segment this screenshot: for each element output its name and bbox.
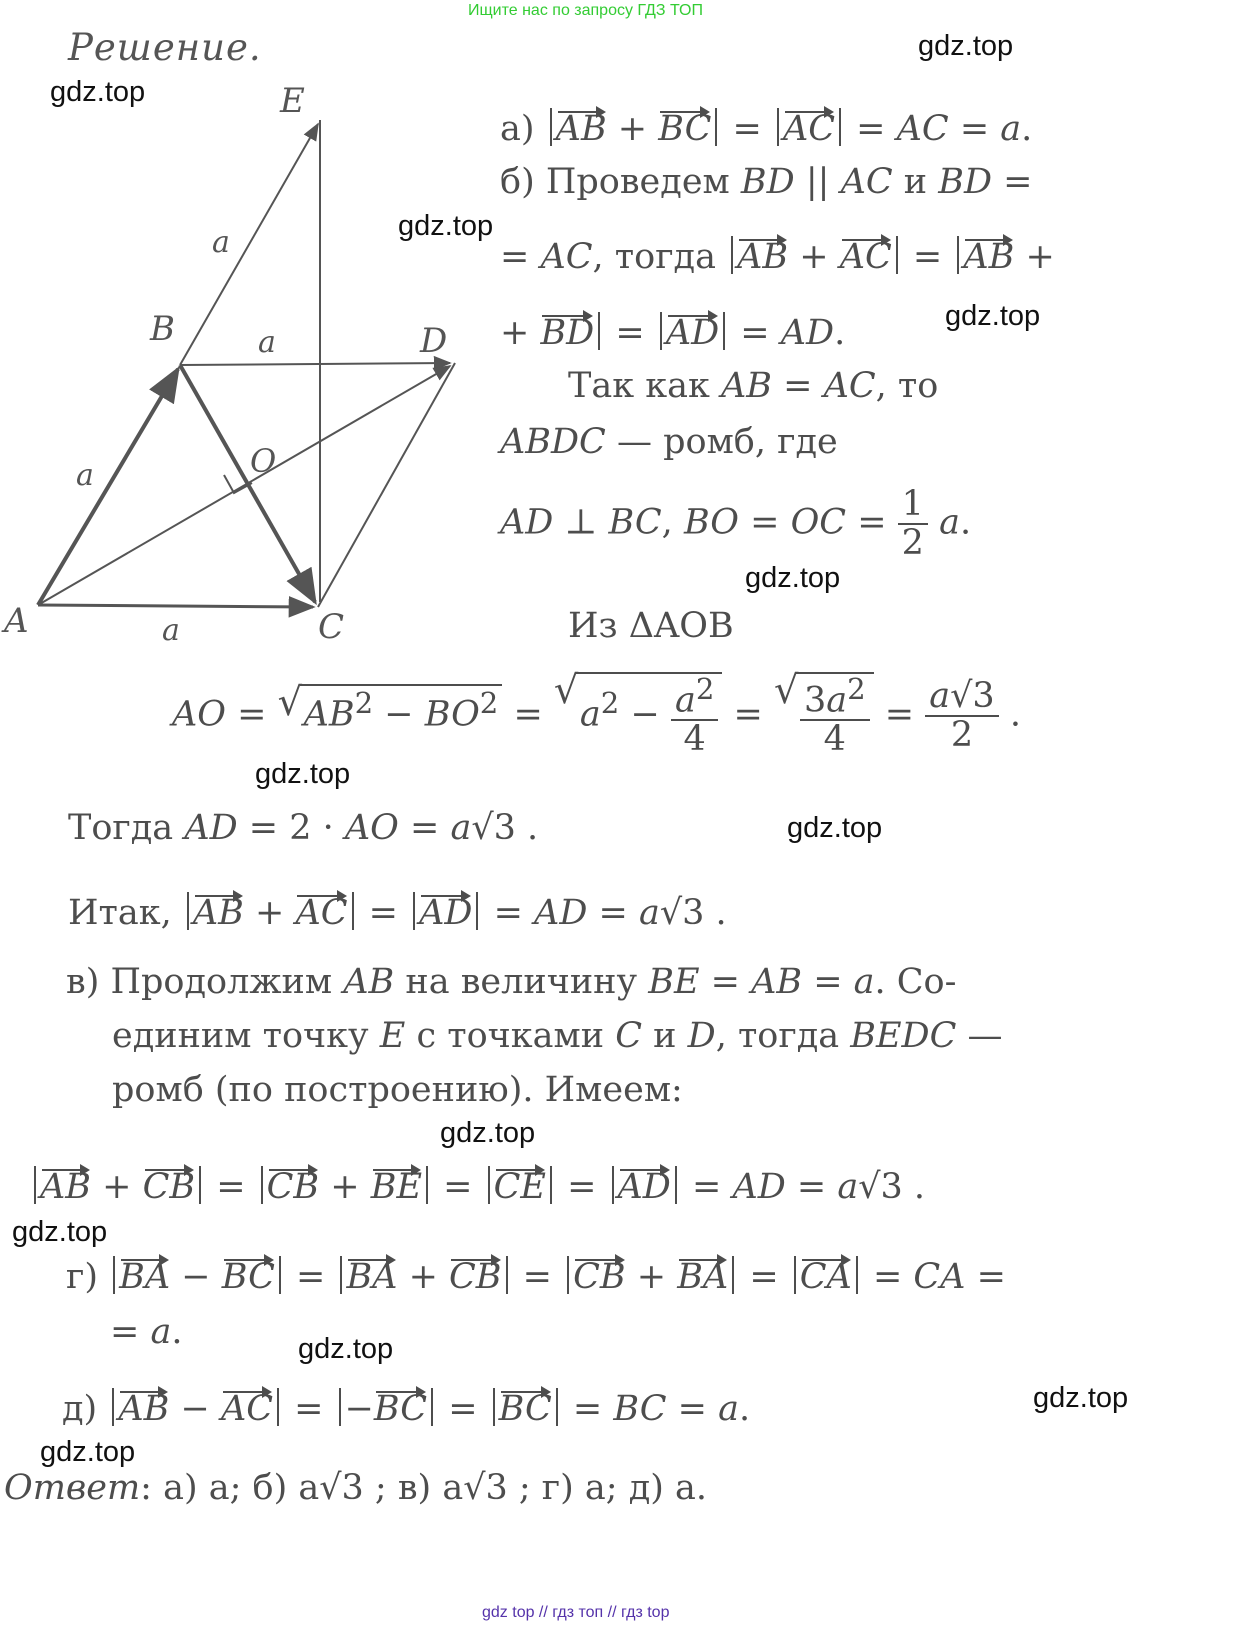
answer-line: Ответ: а) a; б) a√3 ; в) a√3 ; г) a; д) a. xyxy=(4,1468,708,1508)
rhombus-diagram xyxy=(0,80,480,660)
perp-line: AD ⊥ BC, BO = OC = $\frac{1}{2}$ a. xyxy=(500,484,972,563)
watermark: gdz.top xyxy=(945,300,1041,332)
from-triangle-line: Из ΔAOB xyxy=(568,606,734,646)
side-ac-label: a xyxy=(162,613,180,648)
point-e-label: E xyxy=(280,81,305,121)
part-v-formula: AB + CB = CB + BE = CE = AD = AD = a√3 . xyxy=(30,1166,925,1207)
point-c-label: C xyxy=(318,607,345,647)
footer-links: gdz top // гдз топ // гдз top xyxy=(482,1604,670,1621)
side-ab-label: a xyxy=(76,458,94,493)
part-v-line1: в) Продолжим AB на величину BE = AB = a. Со- xyxy=(66,962,957,1002)
watermark: gdz.top xyxy=(40,1436,136,1468)
watermark: gdz.top xyxy=(440,1117,536,1149)
hence-line: Итак, AB + AC = AD = AD = a√3 . xyxy=(68,893,727,933)
watermark: gdz.top xyxy=(1033,1382,1129,1414)
part-g-line1: г) BA − BC = BA + CB = CB + BA = CA = CA = xyxy=(66,1257,1006,1297)
watermark: gdz.top xyxy=(12,1216,108,1248)
part-g-line2: = a. xyxy=(110,1312,183,1352)
part-d-line: д) AB − AC = −BC = BC = BC = a. xyxy=(62,1389,751,1429)
part-v-line2: единим точку E с точками C и D, тогда BEDC — xyxy=(112,1016,1003,1056)
then-line: Тогда AD = 2 · AO = a√3 . xyxy=(68,808,539,848)
part-b-line2: = AC, тогда AB + AC = AB + xyxy=(500,237,1055,277)
watermark: gdz.top xyxy=(787,812,883,844)
watermark: gdz.top xyxy=(398,210,494,242)
watermark: gdz.top xyxy=(50,76,146,108)
point-a-label: A xyxy=(4,601,29,641)
top-banner: Ищите нас по запросу ГДЗ ТОП xyxy=(468,2,703,19)
side-bd-label: a xyxy=(258,325,276,360)
part-a-line: а) AB + BC = AC = AC = a. xyxy=(500,109,1033,149)
point-b-label: B xyxy=(150,309,175,349)
part-v-line3: ромб (по построению). Имеем: xyxy=(112,1070,683,1110)
watermark: gdz.top xyxy=(298,1333,394,1365)
point-o-label: O xyxy=(250,442,277,480)
since-line: Так как AB = AC, то xyxy=(568,366,939,406)
side-be-label: a xyxy=(212,225,230,260)
part-b-line1: б) Проведем BD || AC и BD = xyxy=(500,162,1033,202)
part-b-line3: + BD = AD = AD. xyxy=(500,313,846,353)
rhombus-line: ABDC — ромб, где xyxy=(500,422,838,462)
watermark: gdz.top xyxy=(918,30,1014,62)
point-d-label: D xyxy=(420,321,448,361)
ao-formula: AO = √ $AB^2 - BO^2$ = √ $a^2$ − $\frac{a^2}{4}$ = √ $\frac{3a^2}{4}$ = $\frac{a√3}{2}$ . xyxy=(172,668,1021,760)
watermark: gdz.top xyxy=(745,562,841,594)
solution-title: Решение. xyxy=(68,26,262,69)
watermark: gdz.top xyxy=(255,758,351,790)
